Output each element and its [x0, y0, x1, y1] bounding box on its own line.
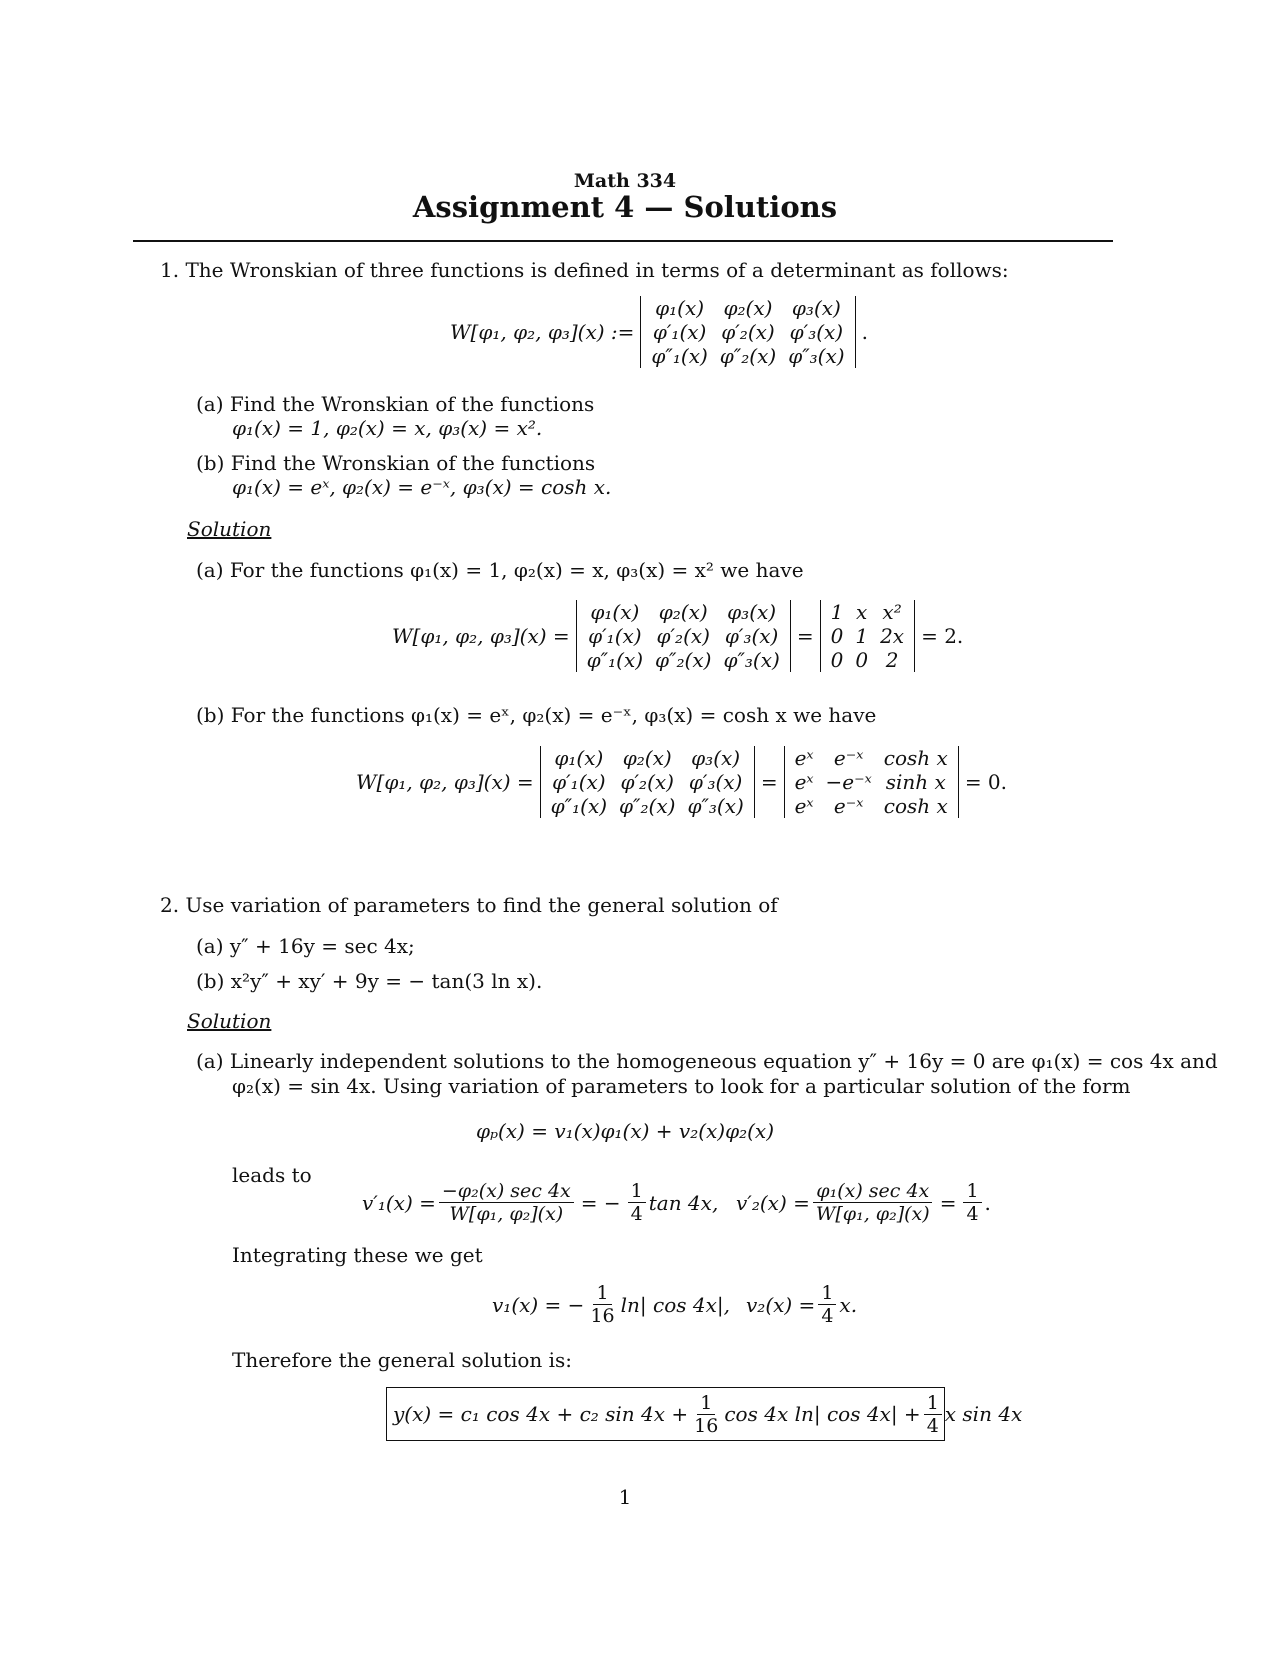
q1-prompt: 1. The Wronskian of three functions is defined in terms of a determinant as follows:	[160, 258, 1009, 282]
q1-solution-label: Solution	[187, 517, 272, 541]
q2-sa-line2: φ₂(x) = sin 4x. Using variation of parameters to look for a particular solution of the form	[232, 1074, 1131, 1098]
q2a-equation: (a) y″ + 16y = sec 4x;	[196, 934, 415, 958]
sa-value-matrix: 1 x x² 0 1 2x 0 0 2	[820, 600, 915, 672]
v2p-coefficient: $\frac{1}{4}$	[963, 1180, 981, 1225]
q2-solution-label: Solution	[187, 1009, 272, 1033]
v1-eq: v₁(x) = − $\frac{1}{16}$ ln| cos 4x|,	[492, 1282, 730, 1327]
q1-sb-equation: W[φ₁, φ₂, φ₃](x) = φ₁(x) φ₂(x) φ₃(x) φ′₁(x) φ′₂(x) φ′₃(x) φ″₁(x) φ″₂(x) φ″₃(x) = eˣ e⁻ˣ cosh x eˣ −e⁻ˣ sinh x eˣ e⁻ˣ cosh x = 0.	[356, 746, 1008, 818]
q1b-line2: φ₁(x) = eˣ, φ₂(x) = e⁻ˣ, φ₃(x) = cosh x.	[232, 475, 612, 499]
wronskian-definition: W[φ₁, φ₂, φ₃](x) := φ₁(x) φ₂(x) φ₃(x) φ′₁(x) φ′₂(x) φ′₃(x) φ″₁(x) φ″₂(x) φ″₃(x) .	[450, 296, 868, 368]
v1-coefficient: $\frac{1}{16}$	[590, 1282, 615, 1327]
v1p-fraction: $\frac{\text{−φ₂(x) sec 4x}}{\text{W[φ₁, φ₂](x)}}$	[439, 1180, 574, 1225]
leads-to: leads to	[232, 1163, 312, 1187]
therefore-text: Therefore the general solution is:	[232, 1348, 573, 1372]
q1-sb-intro: (b) For the functions φ₁(x) = eˣ, φ₂(x) = e⁻ˣ, φ₃(x) = cosh x we have	[196, 703, 877, 727]
particular-form: φₚ(x) = v₁(x)φ₁(x) + v₂(x)φ₂(x)	[475, 1119, 775, 1143]
q2b-equation: (b) x²y″ + xy′ + 9y = − tan(3 ln x).	[196, 969, 543, 993]
integrating-text: Integrating these we get	[232, 1243, 483, 1267]
page-title: Assignment 4 — Solutions	[412, 190, 838, 224]
title-rule	[133, 240, 1113, 242]
q2-sa-line1: (a) Linearly independent solutions to the homogeneous equation y″ + 16y = 0 are φ₁(x) = cos 4x and	[196, 1049, 1218, 1073]
general-solution-box: y(x) = c₁ cos 4x + c₂ sin 4x + $\frac{1}{16}$ cos 4x ln| cos 4x| + $\frac{1}{4}$ x sin 4x	[386, 1387, 945, 1441]
v2-eq: v₂(x) = $\frac{1}{4}$ x.	[746, 1282, 858, 1327]
page-number: 1	[618, 1485, 632, 1509]
v2-prime-eq: v′₂(x) = $\frac{\text{φ₁(x) sec 4x}}{\text{W[φ₁, φ₂](x)}}$ = $\frac{1}{4}$ .	[736, 1180, 991, 1225]
v1-prime-eq: v′₁(x) = $\frac{\text{−φ₂(x) sec 4x}}{\text{W[φ₁, φ₂](x)}}$ = − $\frac{1}{4}$ tan 4x,	[362, 1180, 719, 1225]
q1b-line1: (b) Find the Wronskian of the functions	[196, 451, 596, 475]
sa-wronskian-det: φ₁(x) φ₂(x) φ₃(x) φ′₁(x) φ′₂(x) φ′₃(x) φ″₁(x) φ″₂(x) φ″₃(x)	[576, 600, 791, 672]
gen-coefficient-1: $\frac{1}{16}$	[694, 1391, 719, 1437]
def-determinant: φ₁(x) φ₂(x) φ₃(x) φ′₁(x) φ′₂(x) φ′₃(x) φ″₁(x) φ″₂(x) φ″₃(x)	[640, 296, 855, 368]
def-lhs: W[φ₁, φ₂, φ₃](x) :=	[450, 320, 635, 344]
q1a-line2: φ₁(x) = 1, φ₂(x) = x, φ₃(x) = x².	[232, 416, 543, 440]
q1a-line1: (a) Find the Wronskian of the functions	[196, 392, 595, 416]
sb-value-matrix: eˣ e⁻ˣ cosh x eˣ −e⁻ˣ sinh x eˣ e⁻ˣ cosh x	[784, 746, 959, 818]
v1p-coefficient: $\frac{1}{4}$	[628, 1180, 646, 1225]
q1-sa-equation: W[φ₁, φ₂, φ₃](x) = φ₁(x) φ₂(x) φ₃(x) φ′₁(x) φ′₂(x) φ′₃(x) φ″₁(x) φ″₂(x) φ″₃(x) = 1 x x² 0 1 2x 0 0 2 = 2.	[392, 600, 964, 672]
v2p-fraction: $\frac{\text{φ₁(x) sec 4x}}{\text{W[φ₁, φ₂](x)}}$	[813, 1180, 933, 1225]
sb-wronskian-det: φ₁(x) φ₂(x) φ₃(x) φ′₁(x) φ′₂(x) φ′₃(x) φ″₁(x) φ″₂(x) φ″₃(x)	[540, 746, 755, 818]
q2-prompt: 2. Use variation of parameters to find the general solution of	[160, 893, 778, 917]
v2-coefficient: $\frac{1}{4}$	[818, 1282, 836, 1327]
gen-coefficient-2: $\frac{1}{4}$	[924, 1392, 942, 1437]
q1-sa-intro: (a) For the functions φ₁(x) = 1, φ₂(x) = x, φ₃(x) = x² we have	[196, 558, 804, 582]
course-label: Math 334	[573, 170, 677, 192]
